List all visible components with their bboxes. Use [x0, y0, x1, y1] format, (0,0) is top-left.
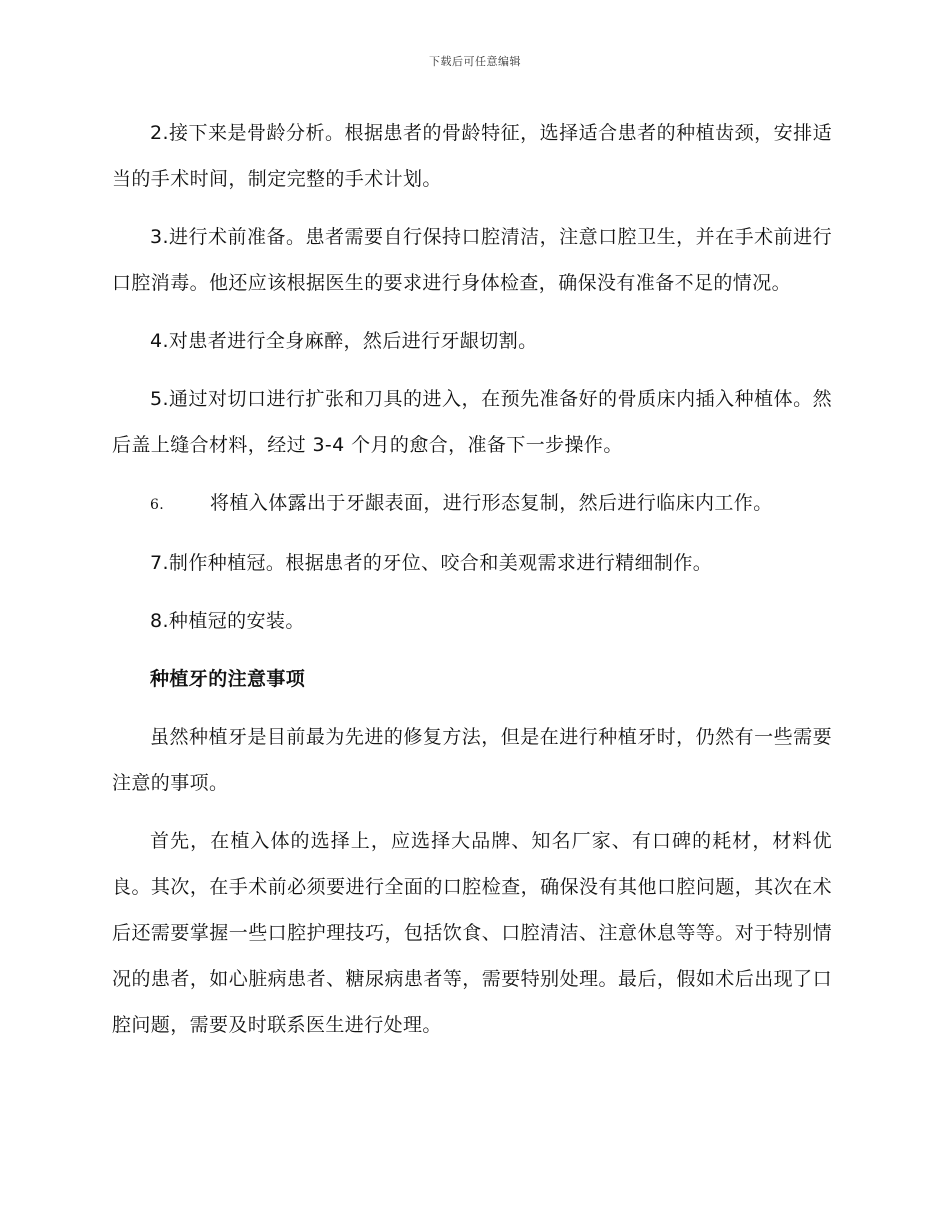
paragraph-notice-details: 首先，在植入体的选择上，应选择大品牌、知名厂家、有口碑的耗材，材料优良。其次，在手术前必须要进行全面的口腔检查，确保没有其他口腔问题，其次在术后还需要掌握一些口腔护理技巧，包括饮食、口腔清洁、注意休息等等。对于特别情况的患者，如心脏病患者、糖尿病患者等，需要特别处理。最后，假如术后出现了口腔问题，需要及时联系医生进行处理。	[112, 830, 832, 1036]
paragraph-notice-intro: 虽然种植牙是目前最为先进的修复方法，但是在进行种植牙时，仍然有一些需要注意的事项。	[112, 726, 832, 794]
paragraph-step-7: 7.制作种植冠。根据患者的牙位、咬合和美观需求进行精细制作。	[150, 552, 713, 574]
document-body	[112, 110, 832, 1060]
paragraph-step-5: 5.通过对切口进行扩张和刀具的进入，在预先准备好的骨质床内插入种植体。然后盖上缝合材料，经过 3-4 个月的愈合，准备下一步操作。	[112, 388, 832, 456]
paragraph-step-2: 2.接下来是骨龄分析。根据患者的骨龄特征，选择适合患者的种植齿颈，安排适当的手术时间，制定完整的手术计划。	[112, 122, 832, 190]
section-heading: 种植牙的注意事项	[150, 668, 306, 690]
step-6-text: 将植入体露出于牙龈表面，进行形态复制，然后进行临床内工作。	[210, 492, 773, 514]
paragraph-step-6	[112, 480, 832, 528]
step-6-number: 6.	[150, 497, 165, 513]
paragraph-step-8: 8.种植冠的安装。	[150, 610, 305, 632]
page-header: 下载后可任意编辑	[429, 55, 521, 68]
paragraph-step-3: 3.进行术前准备。患者需要自行保持口腔清洁，注意口腔卫生，并在手术前进行口腔消毒。他还应该根据医生的要求进行身体检查，确保没有准备不足的情况。	[112, 226, 832, 294]
paragraph-step-4: 4.对患者进行全身麻醉，然后进行牙龈切割。	[150, 330, 538, 352]
